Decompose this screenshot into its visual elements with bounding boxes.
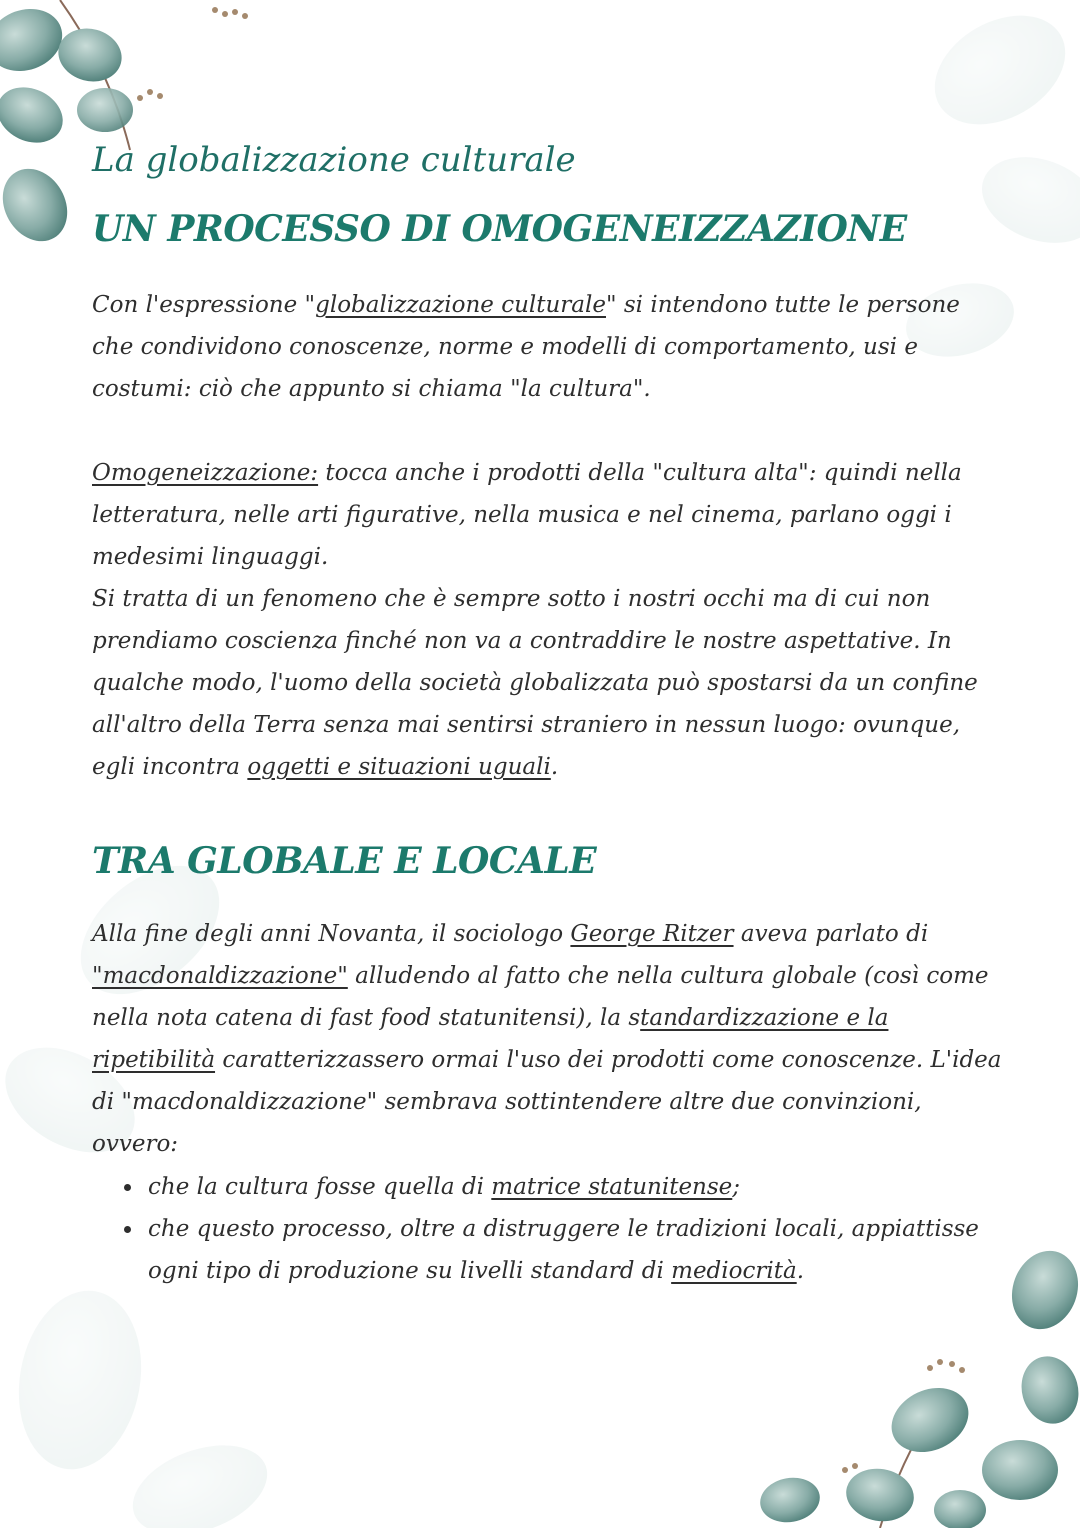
underlined-term: globalizzazione culturale — [315, 292, 606, 318]
underlined-term: mediocrità — [671, 1258, 797, 1284]
document-subtitle: La globalizzazione culturale — [92, 140, 576, 180]
text-span: Con l'espressione " — [92, 292, 316, 318]
paragraph-omogeneizzazione — [92, 452, 1007, 578]
bullet-list — [114, 1166, 1034, 1292]
text-span: aveva parlato di — [733, 921, 929, 947]
paragraph-fenomeno — [92, 578, 1007, 788]
text-span: Alla fine degli anni Novanta, il sociologo — [92, 921, 571, 947]
text-span: ; — [732, 1174, 741, 1200]
text-span: Si tratta di un fenomeno che è sempre sotto i nostri occhi ma di cui non prendiamo coscienza finché non va a contraddire le nostre aspettative. In qualche modo, l'uomo della società globalizzata può spostarsi da un confine all'altro della Terra senza mai sentirsi straniero in nessun luogo: ovunque, egli incontra — [92, 586, 978, 780]
underlined-term: tandardizzazione e la ripetibilità — [92, 1005, 889, 1073]
underlined-term: George Ritzer — [570, 921, 734, 947]
text-span: tocca anche i prodotti della "cultura alta": quindi nella letteratura, nelle arti figurative, nella musica e nel cinema, parlano oggi i medesimi linguaggi. — [92, 460, 962, 570]
underlined-term: oggetti e situazioni uguali — [247, 754, 551, 780]
text-span: . — [550, 754, 559, 780]
text-span: " si intendono tutte le persone che condividono conoscenze, norme e modelli di comportamento, usi e costumi: ciò che appunto si chiama "la cultura". — [92, 292, 960, 402]
text-span: . — [796, 1258, 804, 1284]
text-span: che la cultura fosse quella di — [148, 1174, 492, 1200]
paragraph-definition — [92, 284, 1007, 410]
text-span: caratterizzassero ormai l'uso dei prodotti come conoscenze. L'idea di "macdonaldizzazione" sembrava sottintendere altre due convinzioni, ovvero: — [92, 1047, 1002, 1157]
paragraph-ritzer — [92, 913, 1007, 1165]
text-span: alludendo al fatto che nella cultura globale (così come nella nota catena di fast food statunitensi), la s — [92, 963, 989, 1031]
list-item — [144, 1208, 1034, 1292]
underlined-term: matrice statunitense — [491, 1174, 733, 1200]
underlined-term: Omogeneizzazione: — [92, 460, 319, 486]
text-span: che questo processo, oltre a distruggere le tradizioni locali, appiattisse ogni tipo di produzione su livelli standard di — [148, 1216, 979, 1284]
section-heading-globale-locale: TRA GLOBALE E LOCALE — [92, 840, 597, 882]
list-item — [144, 1166, 1034, 1208]
seed-sprig-icon — [137, 7, 248, 101]
seed-sprig-icon — [842, 1359, 965, 1473]
underlined-term: "macdonaldizzazione" — [92, 963, 348, 989]
section-heading-omogeneizzazione: UN PROCESSO DI OMOGENEIZZAZIONE — [92, 208, 907, 250]
